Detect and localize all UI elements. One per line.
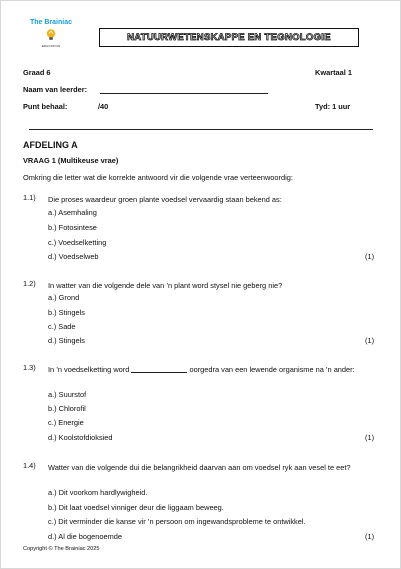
question-title: VRAAG 1 (Multikeuse vrae) <box>23 156 119 165</box>
question-text: In watter van die volgende dele van ’n plant word stysel nie geberg nie? <box>48 281 283 290</box>
instruction-text: Omkring die letter wat die korrekte antwoord vir die volgende vrae verteenwoordig: <box>23 173 293 182</box>
option-a[interactable]: a.) Suurstof <box>48 390 87 399</box>
brainiac-logo <box>23 19 79 57</box>
question-mark: (1) <box>365 433 375 442</box>
question-text-after: oorgedra van een lewende organisme na ’n ander: <box>189 365 355 374</box>
section-heading: AFDELING A <box>23 140 78 150</box>
fill-in-blank[interactable] <box>131 372 187 373</box>
option-b[interactable]: b.) Stingels <box>48 308 85 317</box>
score-label: Punt behaal: <box>23 102 68 111</box>
learner-name-field[interactable] <box>100 93 268 94</box>
option-b[interactable]: b.) Chlorofil <box>48 404 86 413</box>
question-mark: (1) <box>365 336 375 345</box>
question-text-before: In ’n voedselketting word <box>48 365 130 374</box>
option-c[interactable]: c.) Sade <box>48 322 76 331</box>
term-label: Kwartaal 1 <box>315 68 352 77</box>
score-total: /40 <box>98 102 109 111</box>
grade-label: Graad 6 <box>23 68 51 77</box>
page-title: NATUURWETENSKAPPE EN TEGNOLOGIE <box>127 32 331 43</box>
header-divider <box>29 129 373 130</box>
option-d[interactable]: d.) Voedselweb <box>48 252 99 261</box>
logo-tagline: EDUCATION <box>41 44 61 48</box>
question-mark: (1) <box>365 252 375 261</box>
option-b[interactable]: b.) Dit laat voedsel vinniger deur die liggaam beweeg. <box>48 503 224 512</box>
logo-name: The Brainiac <box>29 19 72 26</box>
title-box <box>99 28 359 47</box>
option-d[interactable]: d.) Stingels <box>48 336 85 345</box>
option-c[interactable]: c.) Energie <box>48 418 84 427</box>
option-a[interactable]: a.) Asemhaling <box>48 208 97 217</box>
option-b[interactable]: b.) Fotosintese <box>48 223 97 232</box>
question-number: 1.3) <box>23 363 36 372</box>
option-d[interactable]: d.) Koolstofdioksied <box>48 433 113 442</box>
question-text: Watter van die volgende dui die belangrikheid daarvan aan om voedsel ryk aan vesel te eet? <box>48 463 351 472</box>
option-c[interactable]: c.) Dit verminder die kanse vir ’n persoon om ingewandsprobleme te ontwikkel. <box>48 517 306 526</box>
lightbulb-icon <box>44 28 58 42</box>
learner-name-label: Naam van leerder: <box>23 85 88 94</box>
time-label: Tyd: 1 uur <box>315 102 351 111</box>
question-number: 1.2) <box>23 279 36 288</box>
question-text: Die proses waardeur groen plante voedsel vervaardig staan bekend as: <box>48 195 282 204</box>
option-d[interactable]: d.) Al die bogenoemde <box>48 532 122 541</box>
option-a[interactable]: a.) Dit voorkom hardlywigheid. <box>48 488 148 497</box>
question-mark: (1) <box>365 532 375 541</box>
option-a[interactable]: a.) Grond <box>48 293 80 302</box>
question-text <box>48 363 380 376</box>
copyright-text: Copyright © The Brainiac 2025 <box>23 546 100 552</box>
question-number: 1.4) <box>23 461 36 470</box>
option-c[interactable]: c.) Voedselketting <box>48 238 107 247</box>
question-number: 1.1) <box>23 193 36 202</box>
